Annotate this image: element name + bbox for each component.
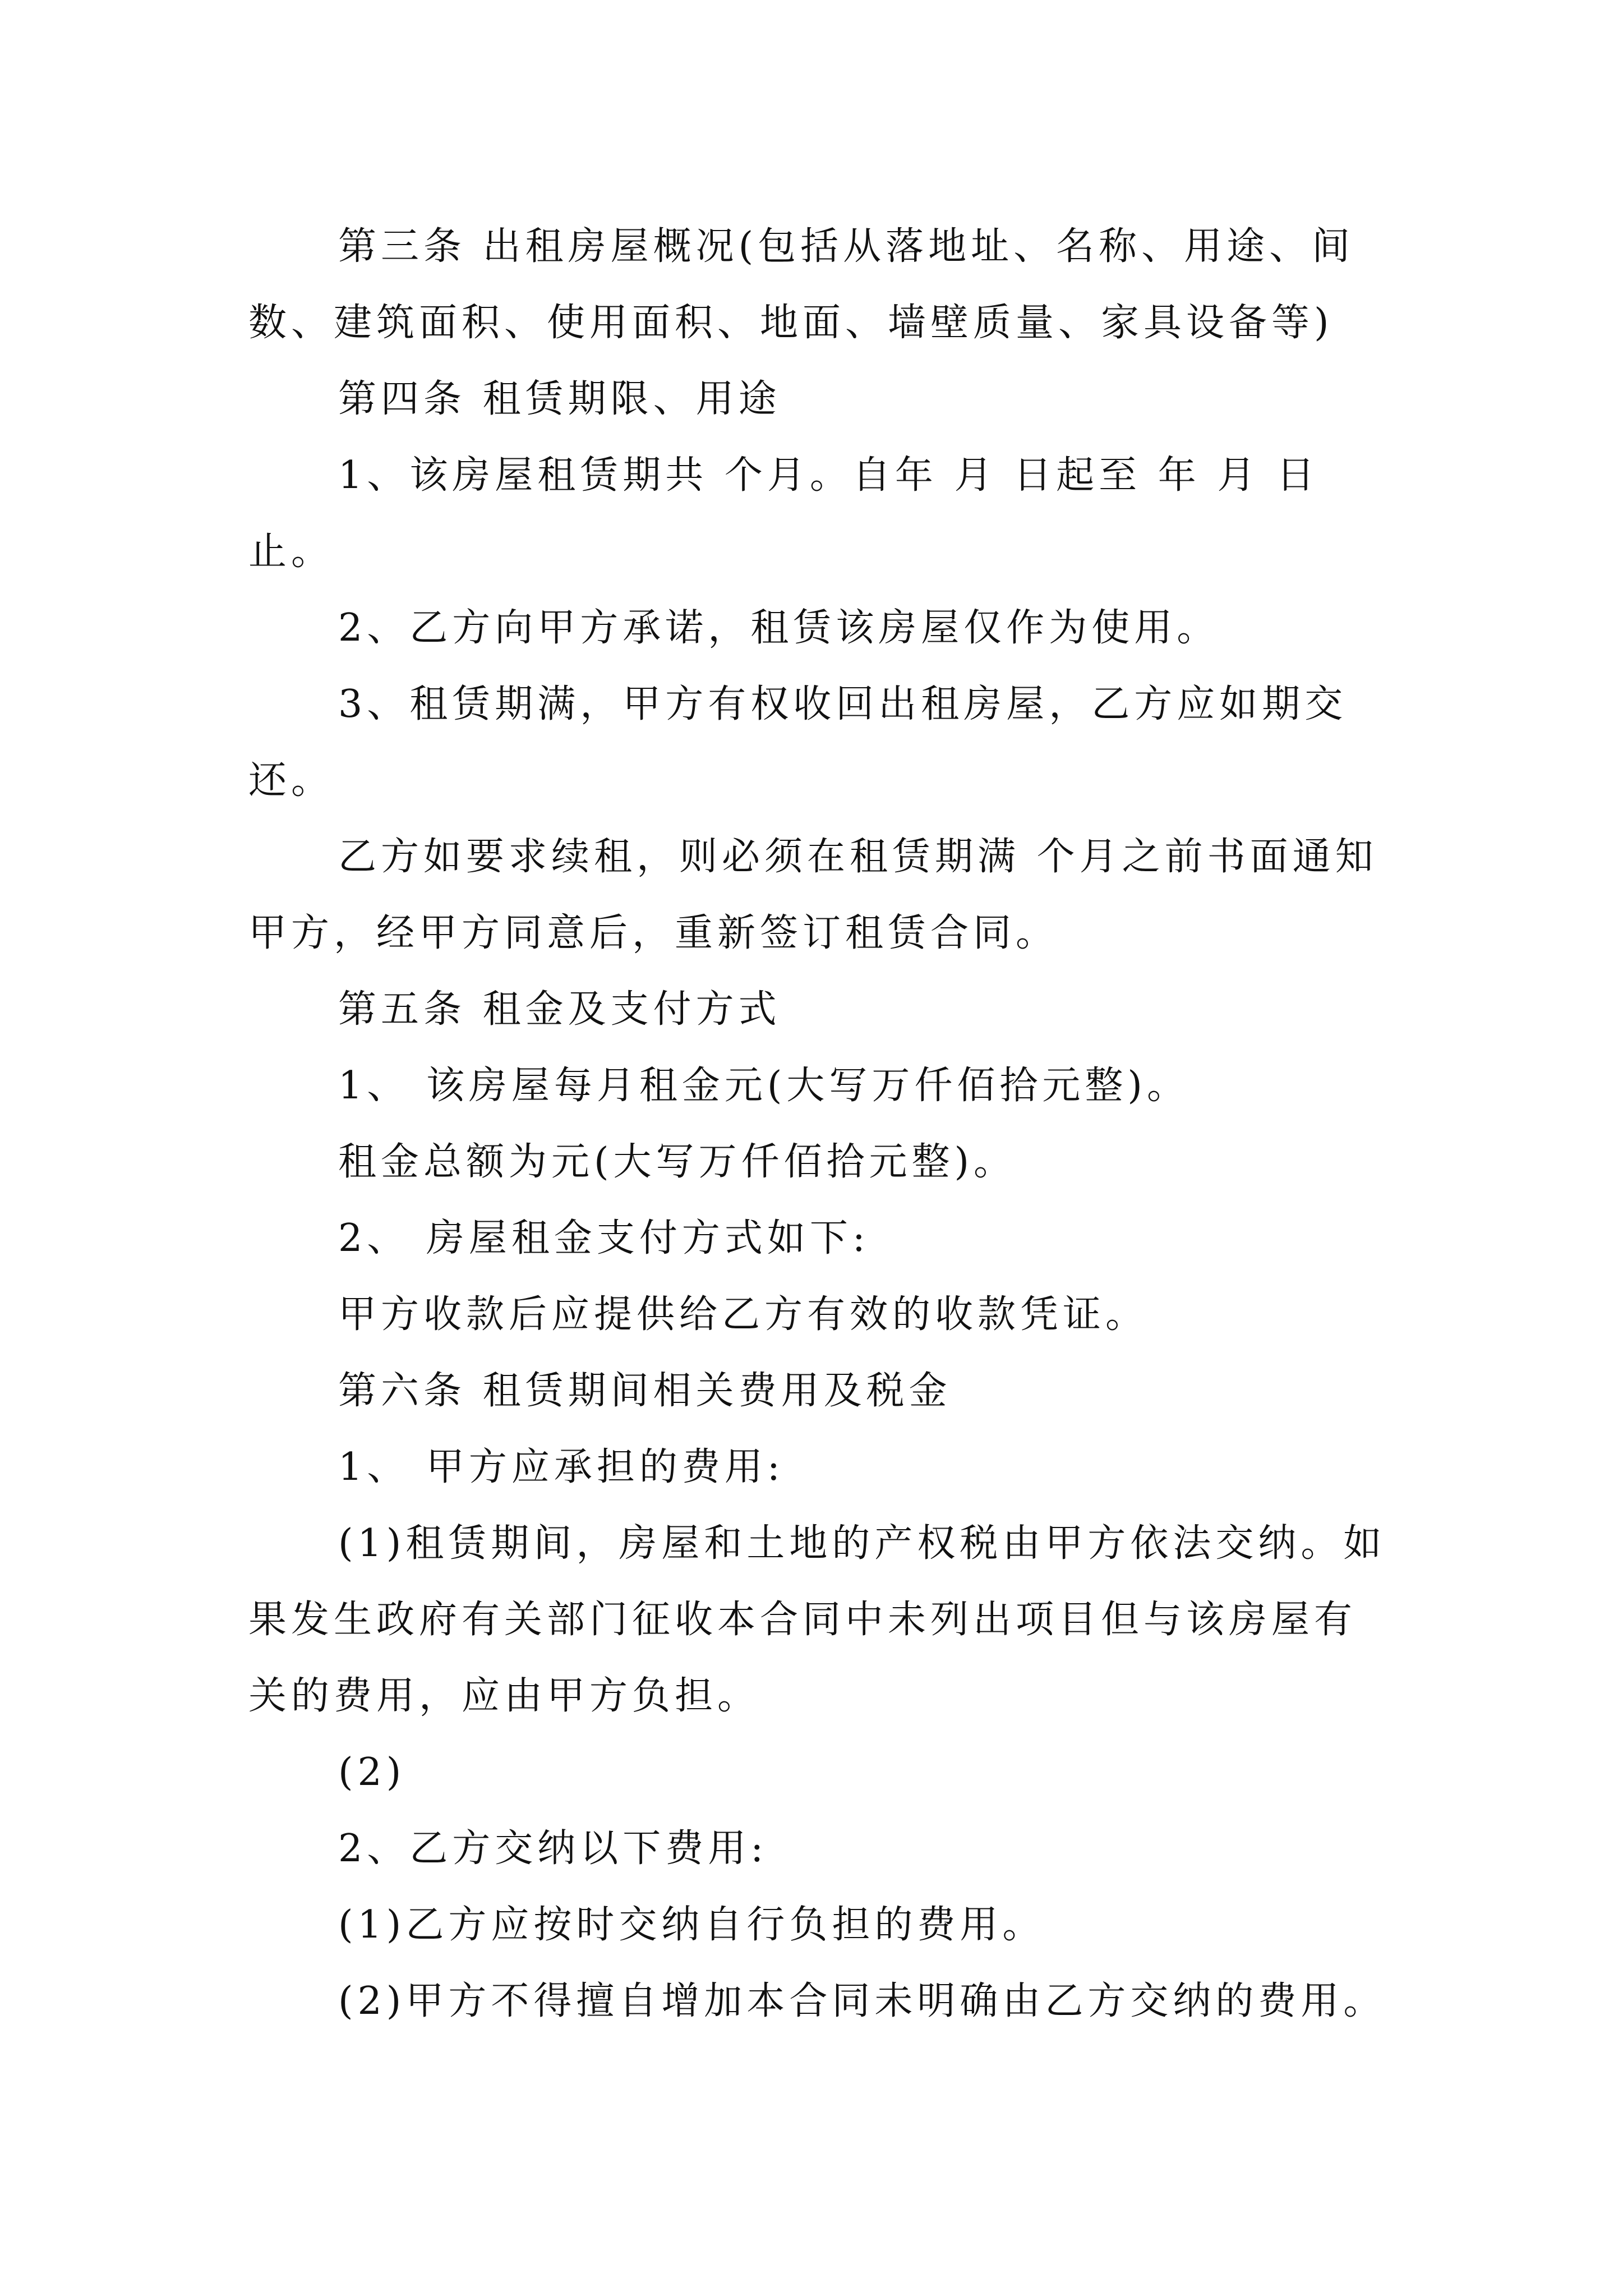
clause-6-heading: 第六条 租赁期间相关费用及税金 — [338, 1369, 952, 1413]
clause-6-item-2-sub-2: (2)甲方不得擅自增加本合同未明确由乙方交纳的费用。 — [338, 1979, 1386, 2023]
clause-4-heading: 第四条 租赁期限、用途 — [338, 377, 781, 421]
clause-4-item-1: 1、该房屋租赁期共 个月。自年 月 日起至 年 月 日止。 — [248, 453, 1319, 574]
clause-6-item-2-sub-1: (1)乙方应按时交纳自行负担的费用。 — [338, 1903, 1045, 1947]
clause-3-overview: 第三条 出租房屋概况(包括从落地址、名称、用途、间数、建筑面积、使用面积、地面、墙壁质量、家具设备等) — [248, 224, 1355, 345]
clause-5-item-1: 1、 该房屋每月租金元(大写万仟佰拾元整)。 — [338, 1064, 1189, 1108]
clause-6-item-1-sub-2: (2) — [338, 1750, 406, 1795]
clause-6-item-1: 1、 甲方应承担的费用: — [338, 1445, 785, 1489]
document-body — [248, 209, 1393, 2040]
clause-5-total: 租金总额为元(大写万仟佰拾元整)。 — [338, 1140, 1017, 1184]
clause-5-item-2: 2、 房屋租金支付方式如下: — [338, 1216, 870, 1260]
clause-6-item-1-sub-1: (1)租赁期间，房屋和土地的产权税由甲方依法交纳。如果发生政府有关部门征收本合同中未列出项目但与该房屋有关的费用，应由甲方负担。 — [248, 1521, 1386, 1718]
clause-4-item-2: 2、乙方向甲方承诺，租赁该房屋仅作为使用。 — [338, 606, 1220, 650]
clause-4-item-3: 3、租赁期满，甲方有权收回出租房屋，乙方应如期交还。 — [248, 682, 1348, 803]
clause-5-heading: 第五条 租金及支付方式 — [338, 987, 781, 1032]
clause-6-item-2: 2、乙方交纳以下费用: — [338, 1826, 768, 1871]
clause-5-receipt: 甲方收款后应提供给乙方有效的收款凭证。 — [338, 1292, 1149, 1337]
clause-4-renewal: 乙方如要求续租，则必须在租赁期满 个月之前书面通知甲方，经甲方同意后，重新签订租赁合同。 — [248, 835, 1378, 955]
